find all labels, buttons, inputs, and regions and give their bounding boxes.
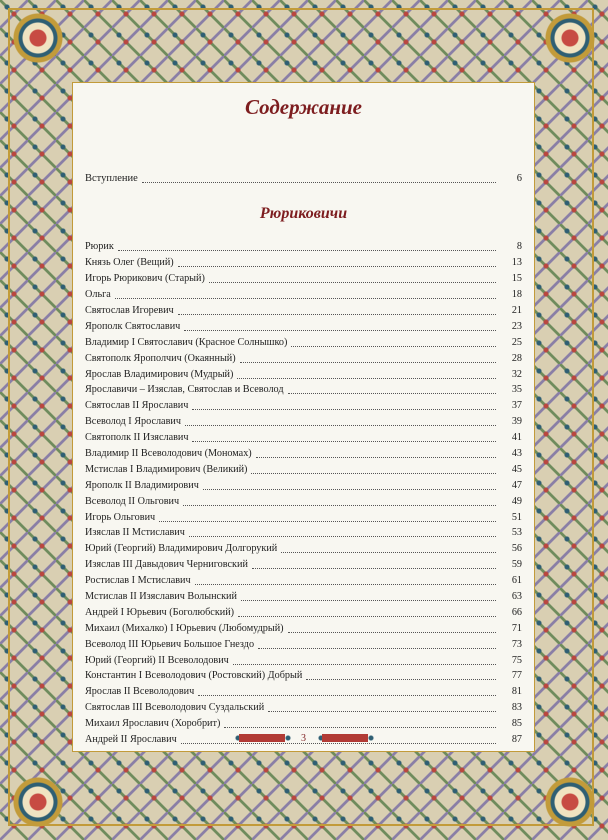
leader-dots bbox=[115, 298, 496, 299]
leader-dots bbox=[291, 346, 496, 347]
toc-entry-label: Мстислав II Изяславич Волынский bbox=[85, 591, 237, 603]
toc-entry-page: 43 bbox=[511, 448, 522, 460]
toc-entry-page: 37 bbox=[511, 400, 522, 412]
toc-entry-page: 81 bbox=[511, 686, 522, 698]
leader-dots bbox=[159, 521, 496, 522]
toc-entry-label: Князь Олег (Вещий) bbox=[85, 257, 174, 269]
toc-entry-label: Святополк II Изяславич bbox=[85, 432, 189, 444]
toc-row[interactable] bbox=[85, 668, 522, 684]
toc-entry-page: 35 bbox=[511, 384, 522, 396]
leader-dots bbox=[183, 505, 496, 506]
toc-entry-page: 41 bbox=[511, 432, 522, 444]
toc-entry-label: Всеволод III Юрьевич Большое Гнездо bbox=[85, 638, 255, 650]
toc-entry-page: 25 bbox=[511, 336, 522, 348]
table-of-contents bbox=[85, 239, 522, 748]
page-title: Содержание bbox=[245, 95, 362, 119]
toc-row[interactable] bbox=[85, 271, 522, 287]
toc-row[interactable] bbox=[85, 446, 522, 462]
leader-dots bbox=[185, 425, 496, 426]
leader-dots bbox=[252, 568, 496, 569]
leader-dots bbox=[184, 330, 496, 331]
corner-ornament bbox=[542, 774, 598, 830]
toc-entry-label: Михаил (Михалко) I Юрьевич (Любомудрый) bbox=[85, 622, 284, 634]
toc-row[interactable] bbox=[85, 589, 522, 605]
toc-row[interactable] bbox=[85, 366, 522, 382]
leader-dots bbox=[192, 441, 496, 442]
toc-row[interactable] bbox=[85, 557, 522, 573]
leader-dots bbox=[268, 711, 496, 712]
toc-entry-page: 45 bbox=[511, 463, 522, 475]
corner-ornament bbox=[10, 774, 66, 830]
toc-entry-page: 59 bbox=[511, 559, 522, 571]
toc-row[interactable] bbox=[85, 239, 522, 255]
leader-dots bbox=[178, 266, 496, 267]
toc-row[interactable] bbox=[85, 382, 522, 398]
toc-entry-label: Михаил Ярославич (Хоробрит) bbox=[85, 718, 221, 730]
toc-intro-row[interactable] bbox=[85, 169, 522, 187]
toc-row[interactable] bbox=[85, 255, 522, 271]
toc-entry-page: 56 bbox=[511, 543, 522, 555]
toc-entry-page: 71 bbox=[511, 622, 522, 634]
toc-entry-label: Ольга bbox=[85, 289, 111, 301]
toc-entry-label: Рюрик bbox=[85, 241, 114, 253]
toc-entry-page: 83 bbox=[511, 702, 522, 714]
toc-entry-label: Ярополк Святославич bbox=[85, 320, 181, 332]
leader-dots bbox=[238, 616, 496, 617]
toc-entry-page: 87 bbox=[511, 734, 522, 746]
toc-entry-page: 28 bbox=[511, 352, 522, 364]
toc-row[interactable] bbox=[85, 684, 522, 700]
toc-intro-page: 6 bbox=[516, 172, 522, 184]
leader-dots bbox=[306, 679, 496, 680]
toc-entry-page: 15 bbox=[511, 273, 522, 285]
toc-entry-page: 47 bbox=[511, 479, 522, 491]
toc-row[interactable] bbox=[85, 700, 522, 716]
toc-entry-page: 77 bbox=[511, 670, 522, 682]
leader-dots bbox=[209, 282, 496, 283]
contents-page bbox=[72, 82, 535, 752]
leader-dots bbox=[203, 489, 496, 490]
toc-row[interactable] bbox=[85, 541, 522, 557]
toc-row[interactable] bbox=[85, 493, 522, 509]
section-title: Рюриковичи bbox=[259, 205, 348, 222]
toc-entry-page: 85 bbox=[511, 718, 522, 730]
toc-entry-label: Владимир II Всеволодович (Мономах) bbox=[85, 448, 252, 460]
left-footer-ornament-icon bbox=[233, 734, 291, 742]
toc-row[interactable] bbox=[85, 620, 522, 636]
toc-entry-label: Андрей I Юрьевич (Боголюбский) bbox=[85, 606, 235, 618]
toc-row[interactable] bbox=[85, 477, 522, 493]
toc-row[interactable] bbox=[85, 652, 522, 668]
leader-dots bbox=[118, 250, 496, 251]
toc-entry-label: Святослав Игоревич bbox=[85, 305, 174, 316]
toc-entry-label: Ярослав II Всеволодович bbox=[85, 686, 195, 698]
toc-entry-label: Владимир I Святославич (Красное Солнышко) bbox=[85, 336, 288, 348]
toc-row[interactable] bbox=[85, 430, 522, 446]
leader-dots bbox=[288, 632, 496, 633]
toc-row[interactable] bbox=[85, 303, 522, 319]
toc-entry-page: 51 bbox=[511, 511, 522, 523]
toc-row[interactable] bbox=[85, 287, 522, 303]
toc-entry-label: Всеволод II Ольгович bbox=[85, 495, 180, 507]
leader-dots bbox=[192, 409, 496, 410]
toc-entry-page: 13 bbox=[511, 257, 522, 269]
leader-dots bbox=[288, 393, 496, 394]
toc-entry-page: 49 bbox=[511, 495, 522, 507]
toc-entry-label: Изяслав III Давыдович Черниговский bbox=[85, 559, 248, 571]
toc-entry-page: 73 bbox=[511, 638, 522, 650]
toc-entry-page: 53 bbox=[511, 527, 522, 539]
toc-intro-label: Вступление bbox=[85, 172, 138, 184]
leader-dots bbox=[198, 695, 496, 696]
toc-entry-label: Ярославичи – Изяслав, Святослав и Всеволод bbox=[85, 384, 284, 396]
toc-row[interactable] bbox=[85, 461, 522, 477]
toc-entry-label: Юрий (Георгий) Владимирович Долгорукий bbox=[85, 543, 278, 555]
toc-entry-page: 39 bbox=[511, 416, 522, 428]
toc-row[interactable] bbox=[85, 398, 522, 414]
leader-dots bbox=[224, 727, 496, 728]
toc-entry-page: 8 bbox=[516, 241, 522, 253]
toc-entry-label: Константин I Всеволодович (Ростовский) Добрый bbox=[85, 670, 303, 682]
leader-dots bbox=[233, 664, 496, 665]
toc-row[interactable] bbox=[85, 509, 522, 525]
toc-entry-page: 63 bbox=[511, 591, 522, 603]
toc-entry-label: Святослав III Всеволодович Суздальский bbox=[85, 702, 265, 714]
toc-row[interactable] bbox=[85, 636, 522, 652]
toc-entry-label: Святослав II Ярославич bbox=[85, 400, 189, 412]
leader-dots bbox=[237, 378, 496, 379]
toc-row[interactable] bbox=[85, 318, 522, 334]
leader-dots bbox=[142, 182, 496, 183]
toc-entry-label: Юрий (Георгий) II Всеволодович bbox=[85, 654, 229, 666]
toc-row[interactable] bbox=[85, 334, 522, 350]
toc-row[interactable] bbox=[85, 350, 522, 366]
toc-entry-label: Ярополк II Владимирович bbox=[85, 479, 199, 491]
leader-dots bbox=[240, 362, 496, 363]
leader-dots bbox=[256, 457, 496, 458]
leader-dots bbox=[189, 536, 496, 537]
leader-dots bbox=[195, 584, 496, 585]
toc-entry-label: Всеволод I Ярославич bbox=[85, 416, 181, 428]
leader-dots bbox=[241, 600, 496, 601]
toc-row[interactable] bbox=[85, 573, 522, 589]
toc-entry-page: 66 bbox=[511, 606, 522, 618]
toc-entry-page: 23 bbox=[511, 320, 522, 332]
toc-entry-label: Андрей II Ярославич bbox=[85, 734, 177, 746]
toc-entry-label: Игорь Ольгович bbox=[85, 511, 156, 523]
leader-dots bbox=[178, 314, 496, 315]
page-footer bbox=[73, 730, 534, 746]
toc-entry-label: Святополк Ярополчич (Окаянный) bbox=[85, 352, 236, 364]
toc-entry-label: Игорь Рюрикович (Старый) bbox=[85, 273, 205, 285]
toc-entry-page: 61 bbox=[511, 575, 522, 587]
right-footer-ornament-icon bbox=[316, 734, 374, 742]
page-number: 3 bbox=[301, 732, 306, 744]
leader-dots bbox=[281, 552, 496, 553]
toc-row[interactable] bbox=[85, 414, 522, 430]
toc-row[interactable] bbox=[85, 604, 522, 620]
leader-dots bbox=[258, 648, 496, 649]
corner-ornament bbox=[10, 10, 66, 66]
toc-entry-page: 21 bbox=[511, 305, 522, 316]
toc-entry-page: 75 bbox=[511, 654, 522, 666]
leader-dots bbox=[251, 473, 496, 474]
toc-entry-label: Изяслав II Мстиславич bbox=[85, 527, 185, 539]
toc-entry-label: Мстислав I Владимирович (Великий) bbox=[85, 463, 248, 475]
corner-ornament bbox=[542, 10, 598, 66]
toc-entry-page: 32 bbox=[511, 368, 522, 380]
toc-row[interactable] bbox=[85, 525, 522, 541]
toc-entry-label: Ярослав Владимирович (Мудрый) bbox=[85, 368, 234, 380]
toc-entry-page: 18 bbox=[511, 289, 522, 301]
toc-entry-label: Ростислав I Мстиславич bbox=[85, 575, 191, 587]
